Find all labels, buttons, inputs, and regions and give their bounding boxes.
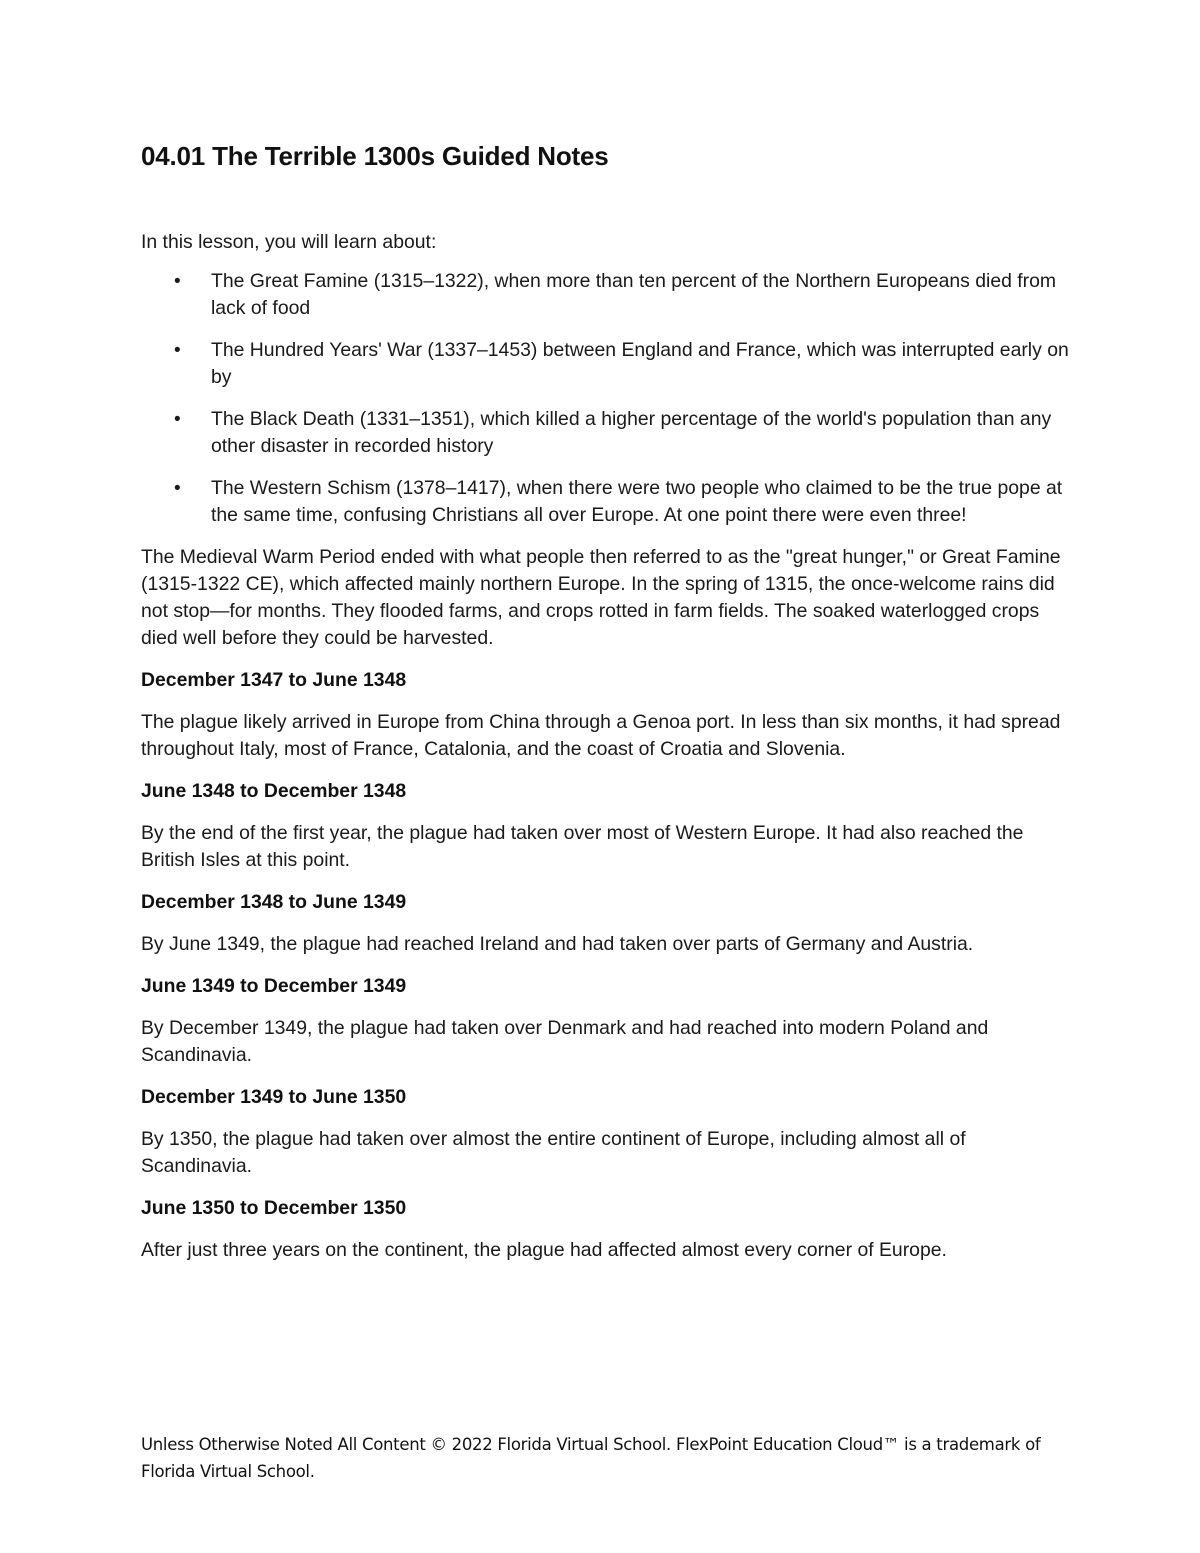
section-heading: June 1348 to December 1348 — [141, 780, 407, 802]
section-heading: December 1348 to June 1349 — [141, 891, 407, 913]
section-heading: June 1350 to December 1350 — [141, 1197, 407, 1219]
section-text: By the end of the first year, the plague had taken over most of Western Europe. It had also reached the British Isles at this point. — [141, 822, 1024, 871]
section-text: After just three years on the continent, the plague had affected almost every corner of Europe. — [141, 1239, 947, 1261]
section-text: By June 1349, the plague had reached Ireland and had taken over parts of Germany and Austria. — [141, 933, 974, 955]
list-item — [141, 406, 1071, 460]
bullet-icon: • — [174, 409, 181, 430]
intro-text: In this lesson, you will learn about: — [141, 231, 437, 253]
section-heading: June 1349 to December 1349 — [141, 975, 407, 997]
section-text: By 1350, the plague had taken over almost the entire continent of Europe, including almost all of Scandinavia. — [141, 1128, 966, 1177]
section-heading: December 1349 to June 1350 — [141, 1086, 407, 1108]
copyright-footer: Unless Otherwise Noted All Content © 2022 Florida Virtual School. FlexPoint Education Cloud™ is a trademark of Florida Virtual School. — [141, 1435, 1041, 1481]
list-item-text: The Black Death (1331–1351), which killed a higher percentage of the world's population than any other disaster in recorded history — [211, 408, 1052, 457]
bullet-icon: • — [174, 271, 181, 292]
page-title: 04.01 The Terrible 1300s Guided Notes — [141, 141, 609, 171]
section-text: By December 1349, the plague had taken over Denmark and had reached into modern Poland and Scandinavia. — [141, 1017, 989, 1066]
list-item-text: The Hundred Years' War (1337–1453) between England and France, which was interrupted early on by — [211, 339, 1069, 388]
section-text: The plague likely arrived in Europe from China through a Genoa port. In less than six months, it had spread throughout Italy, most of France, Catalonia, and the coast of Croatia and Slovenia. — [141, 711, 1061, 760]
list-item — [141, 268, 1071, 322]
list-item-text: The Great Famine (1315–1322), when more than ten percent of the Northern Europeans died from lack of food — [211, 270, 1057, 319]
bullet-icon: • — [174, 340, 181, 361]
lesson-topics-list — [141, 268, 1071, 529]
bullet-icon: • — [174, 478, 181, 499]
list-item-text: The Western Schism (1378–1417), when there were two people who claimed to be the true pope at the same time, confusing Christians all over Europe. At one point there were even three! — [211, 477, 1063, 526]
list-item — [141, 475, 1071, 529]
document-body — [141, 229, 1071, 1279]
famine-paragraph: The Medieval Warm Period ended with what people then referred to as the "great hunger," or Great Famine (1315-1322 CE), which affected mainly northern Europe. In the spring of 1315, the once-welcome rains did not stop—for months. They flooded farms, and crops rotted in farm fields. The soaked waterlogged crops died well before they could be harvested. — [141, 546, 1061, 649]
section-heading: December 1347 to June 1348 — [141, 669, 407, 691]
list-item — [141, 337, 1071, 391]
